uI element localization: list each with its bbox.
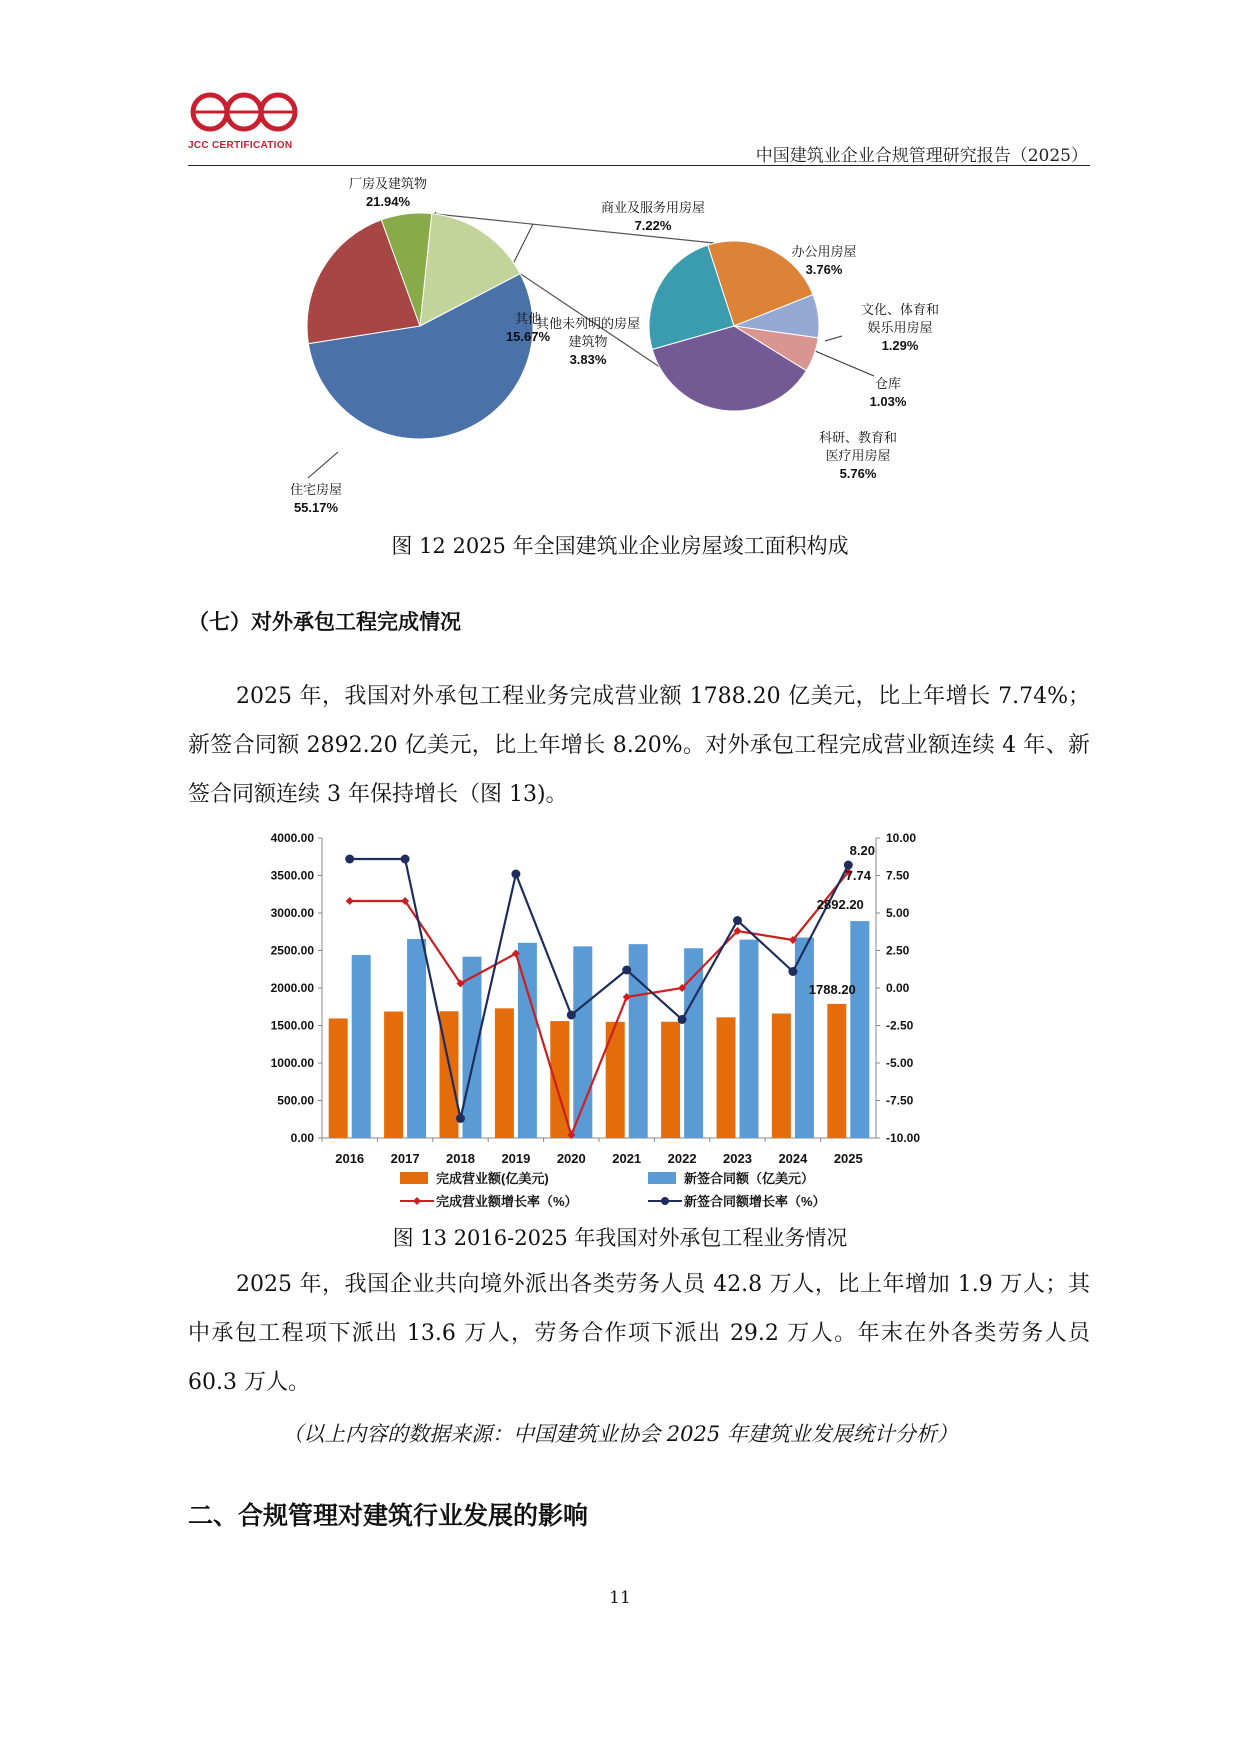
x-tick-label: 2017 xyxy=(390,1151,420,1166)
svg-text:其他: 其他 xyxy=(514,311,542,326)
bar-revenue xyxy=(329,1018,348,1138)
x-tick-label: 2022 xyxy=(667,1151,697,1166)
bar-revenue xyxy=(661,1022,680,1138)
bar-revenue xyxy=(827,1004,846,1138)
logo-text: JCC CERTIFICATION xyxy=(188,140,293,151)
svg-text:建筑物: 建筑物 xyxy=(568,334,608,349)
svg-text:新签合同额增长率（%）: 新签合同额增长率（%） xyxy=(684,1194,826,1208)
legend-item xyxy=(400,1194,578,1208)
label-research xyxy=(819,430,897,481)
y-right-tick-label: 5.00 xyxy=(886,906,910,920)
combo-legend xyxy=(400,1171,826,1208)
svg-text:办公用房屋: 办公用房屋 xyxy=(791,244,857,259)
bar-contract xyxy=(407,939,426,1138)
y-left-tick-label: 3000.00 xyxy=(270,906,314,920)
label-factory xyxy=(349,176,427,209)
bar-contract xyxy=(850,921,869,1138)
x-tick-label: 2020 xyxy=(556,1151,586,1166)
svg-text:15.67%: 15.67% xyxy=(505,329,551,344)
y-left-tick-label: 1500.00 xyxy=(270,1018,314,1033)
svg-text:5.76%: 5.76% xyxy=(839,466,877,481)
y-left-tick-label: 3500.00 xyxy=(270,868,314,883)
data-label: 7.74 xyxy=(845,867,871,883)
x-tick-label: 2018 xyxy=(446,1151,475,1166)
bar-revenue xyxy=(772,1014,791,1139)
legend-item xyxy=(648,1171,814,1186)
svg-text:商业及服务用房屋: 商业及服务用房屋 xyxy=(600,200,706,215)
header-title: 中国建筑业企业合规管理研究报告（2025） xyxy=(755,146,1088,166)
data-label: 8.20 xyxy=(849,843,875,858)
label-commercial xyxy=(601,200,705,233)
bar-revenue xyxy=(606,1022,625,1138)
bar-contract xyxy=(740,940,759,1138)
point-contract-growth xyxy=(733,916,742,925)
label-unlisted xyxy=(536,316,640,367)
y-left-tick-label: 2000.00 xyxy=(270,981,314,995)
svg-text:其他未列明的房屋: 其他未列明的房屋 xyxy=(535,316,641,331)
point-contract-growth xyxy=(511,870,520,879)
labor-paragraph: 2025 年，我国企业共向境外派出各类劳务人员 42.8 万人，比上年增加 1.9 万人；其中承包工程项下派出 13.6 万人，劳务合作项下派出 29.2 万人。年末在外各类劳务人员 60.3 万人。 xyxy=(188,1272,1090,1395)
leader-line xyxy=(808,348,874,376)
leader-line xyxy=(825,336,842,341)
y-right-tick-label: 7.50 xyxy=(886,868,910,883)
legend-item xyxy=(648,1194,826,1208)
svg-text:仓库: 仓库 xyxy=(874,376,902,391)
data-label: 2892.20 xyxy=(816,897,864,913)
label-culture xyxy=(861,302,939,353)
bar-revenue xyxy=(495,1008,514,1138)
svg-text:21.94%: 21.94% xyxy=(365,194,411,209)
y-left-tick-label: 1000.00 xyxy=(270,1056,314,1070)
section2-heading: 二、合规管理对建筑行业发展的影响 xyxy=(188,1501,589,1530)
figure13-caption: 图 13 2016-2025 年我国对外承包工程业务情况 xyxy=(392,1226,848,1250)
point-contract-growth xyxy=(622,966,631,975)
bar-revenue xyxy=(384,1012,403,1138)
y-right-tick-label: 0.00 xyxy=(886,981,910,995)
svg-text:医疗用房屋: 医疗用房屋 xyxy=(825,448,891,463)
x-tick-label: 2021 xyxy=(612,1151,642,1166)
point-revenue-growth xyxy=(346,897,354,905)
section7-paragraph: 2025 年，我国对外承包工程业务完成营业额 1788.20 亿美元，比上年增长 7.74%；新签合同额 2892.20 亿美元，比上年增长 8.20%。对外承包工程完成营业额连续 4 年、新签合同额连续 3 年保持增长（图 13)。 xyxy=(188,684,1090,807)
x-tick-label: 2025 xyxy=(833,1151,863,1166)
x-tick-label: 2023 xyxy=(723,1151,752,1166)
pie-detail xyxy=(649,241,819,411)
y-right-tick-label: -10.00 xyxy=(886,1131,921,1145)
svg-text:3.76%: 3.76% xyxy=(805,262,843,277)
y-right-tick-label: 10.00 xyxy=(886,831,917,845)
point-contract-growth xyxy=(567,1011,576,1020)
label-office xyxy=(791,244,856,277)
x-tick-label: 2016 xyxy=(335,1151,365,1166)
logo-rings-icon xyxy=(188,90,300,138)
y-left-tick-label: 4000.00 xyxy=(270,831,314,845)
y-left-tick-label: 2500.00 xyxy=(270,943,314,958)
bar-contract xyxy=(463,957,482,1138)
y-right-tick-label: 2.50 xyxy=(886,943,910,958)
svg-text:7.22%: 7.22% xyxy=(634,218,672,233)
figure13-chart xyxy=(270,828,1040,1208)
y-right-tick-label: -2.50 xyxy=(886,1018,914,1033)
y-left-tick-label: 0.00 xyxy=(290,1131,314,1145)
svg-text:完成营业额增长率（%）: 完成营业额增长率（%） xyxy=(436,1194,578,1208)
y-left-tick-label: 500.00 xyxy=(277,1093,314,1108)
bar-revenue xyxy=(717,1017,736,1138)
point-contract-growth xyxy=(401,855,410,864)
bar-contract xyxy=(352,955,371,1138)
y-right-tick-label: -7.50 xyxy=(886,1093,914,1108)
point-contract-growth xyxy=(345,855,354,864)
svg-text:1.03%: 1.03% xyxy=(869,394,907,409)
y-right-tick-label: -5.00 xyxy=(886,1056,914,1070)
combo-bars xyxy=(329,921,870,1138)
point-contract-growth xyxy=(678,1015,687,1024)
header-rule xyxy=(188,165,1090,166)
x-tick-label: 2019 xyxy=(501,1151,531,1166)
source-note: （以上内容的数据来源：中国建筑业协会 2025 年建筑业发展统计分析） xyxy=(282,1422,958,1446)
label-warehouse xyxy=(870,376,907,409)
svg-text:完成营业额(亿美元): 完成营业额(亿美元) xyxy=(436,1171,549,1186)
svg-text:厂房及建筑物: 厂房及建筑物 xyxy=(348,176,428,191)
figure12-chart xyxy=(188,168,1090,520)
logo xyxy=(188,90,300,154)
svg-text:55.17%: 55.17% xyxy=(293,500,339,515)
figure12-caption: 图 12 2025 年全国建筑业企业房屋竣工面积构成 xyxy=(391,534,849,558)
x-tick-label: 2024 xyxy=(778,1151,808,1166)
point-contract-growth xyxy=(456,1114,465,1123)
section7-heading: （七）对外承包工程完成情况 xyxy=(188,609,461,634)
svg-text:新签合同额（亿美元）: 新签合同额（亿美元） xyxy=(684,1171,815,1186)
label-residential xyxy=(290,482,342,515)
svg-text:住宅房屋: 住宅房屋 xyxy=(289,482,343,497)
svg-text:文化、体育和: 文化、体育和 xyxy=(860,302,940,317)
svg-text:3.83%: 3.83% xyxy=(569,352,607,367)
point-contract-growth xyxy=(788,967,797,976)
leader-line xyxy=(308,452,338,478)
svg-text:科研、教育和: 科研、教育和 xyxy=(818,430,898,445)
legend-item xyxy=(400,1171,549,1186)
bar-contract xyxy=(795,938,814,1138)
pie-main xyxy=(307,213,533,439)
data-label: 1788.20 xyxy=(808,981,856,997)
page-number: 11 xyxy=(609,1588,631,1608)
svg-text:1.29%: 1.29% xyxy=(881,338,919,353)
svg-text:娱乐用房屋: 娱乐用房屋 xyxy=(867,320,933,335)
